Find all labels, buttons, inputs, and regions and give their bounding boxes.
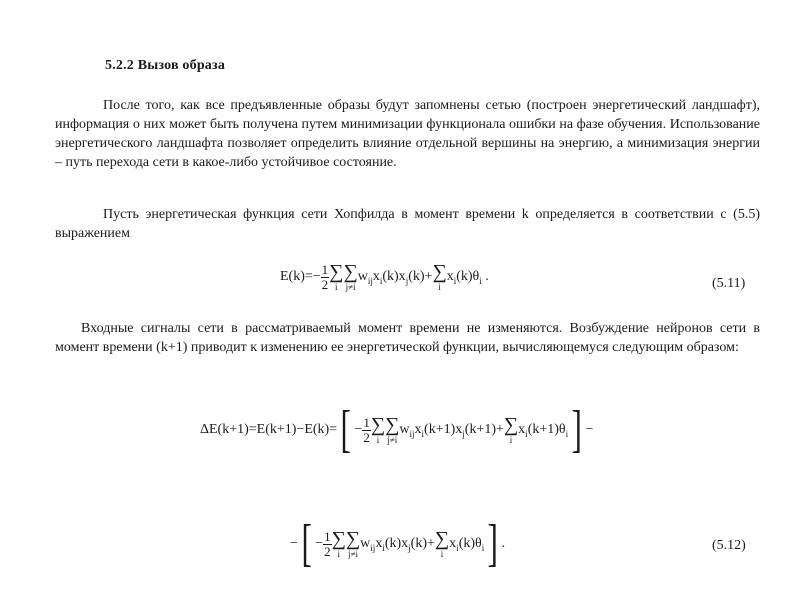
section-heading: 5.2.2 Вызов образа (105, 58, 226, 73)
equation-number-5-11: (5.11) (712, 276, 746, 291)
paragraph-intro-text: После того, как все предъявленные образы будут запомнены сетью (построен энергетический ландшафт), информация о них может быть получена путем минимизации функционала ошибки на фазе обучения. Использование энергетического ландшафта позволяет определить влияние отдельной вершины на энергию, а минимизация энергии – путь перехода сети в какое-либо устойчивое состояние. (55, 98, 760, 170)
equation-number-5-12: (5.12) (712, 538, 746, 553)
equation-5-12-line-1: ΔE(k+1)=E(k+1)−E(k)=[ − $\frac{1}{2}$ ∑ i ∑ j≠i $w_{ij}x_i(k+1)x_j(k+1)+$ ∑ i $x_i(k+1)\theta_i$] − (200, 401, 594, 458)
paragraph-energy-function-text: Пусть энергетическая функция сети Хопфилда в момент времени k определяется в соответствии с (5.5) выражением (55, 207, 760, 241)
paragraph-energy-function (55, 205, 760, 243)
equation-5-11: E(k)=− $\frac{1}{2}$ ∑ i ∑ j≠i $w_{ij}x_i(k)x_j(k)+$ ∑ i $x_i(k)\theta_i$ . (280, 261, 489, 292)
paragraph-intro (55, 96, 760, 172)
equation-5-12-line-2: −[ − $\frac{1}{2}$ ∑ i ∑ j≠i $w_{ij}x_i(k)x_j(k)+$ ∑ i $x_i(k)\theta_i$] . (290, 515, 506, 572)
paragraph-energy-change-text: Входные сигналы сети в рассматриваемый момент времени не изменяются. Возбуждение нейронов сети в момент времени (k+1) приводит к изменению ее энергетической функции, вычисляющемуся следующим образом: (55, 321, 760, 355)
paragraph-energy-change (55, 319, 760, 357)
